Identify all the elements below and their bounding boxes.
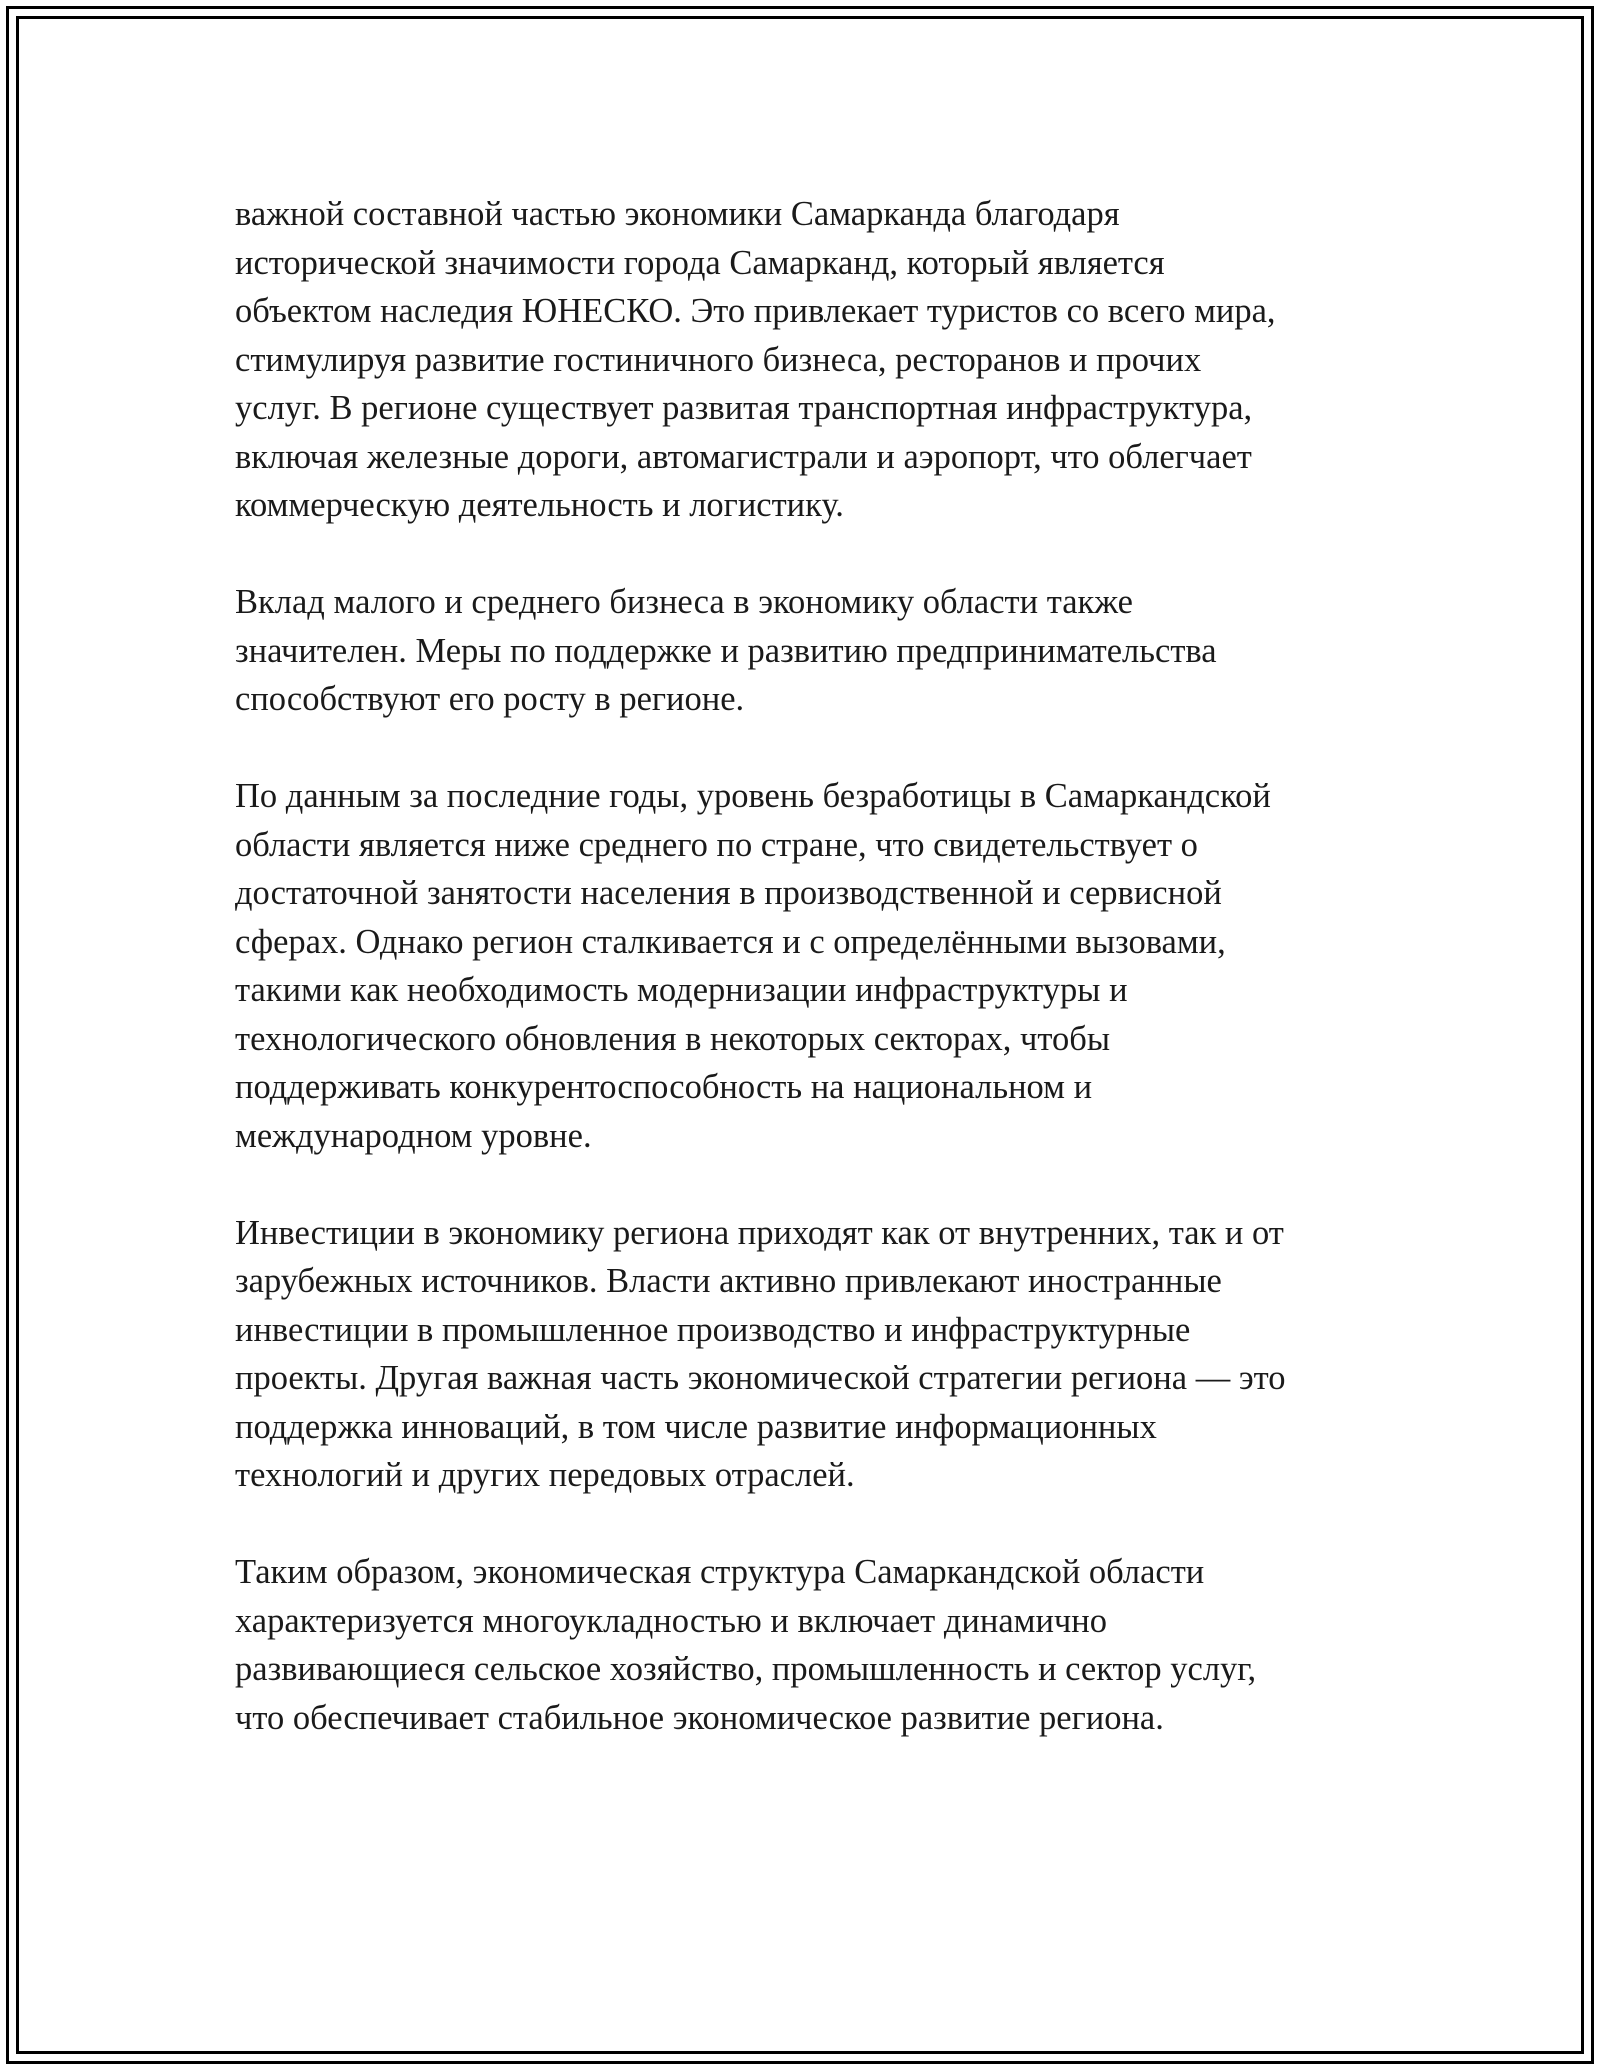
text-line: стимулируя развитие гостиничного бизнеса, ресторанов и прочих xyxy=(235,340,1202,379)
text-line: зарубежных источников. Власти активно привлекают иностранные xyxy=(235,1262,1222,1300)
text-line: инвестиции в промышленное производство и инфраструктурные xyxy=(235,1310,1191,1349)
text-line: способствуют его росту в регионе. xyxy=(235,680,745,718)
paragraph xyxy=(235,1548,1385,1742)
paragraph xyxy=(235,772,1385,1160)
text-line: исторической значимости города Самарканд, который является xyxy=(235,243,1165,282)
text-line: технологий и других передовых отраслей. xyxy=(235,1456,855,1494)
text-line: Инвестиции в экономику региона приходят как от внутренних, так и от xyxy=(235,1213,1284,1252)
text-line: услуг. В регионе существует развитая транспортная инфраструктура, xyxy=(235,389,1253,427)
text-line: Вклад малого и среднего бизнеса в экономику области также xyxy=(235,583,1133,621)
text-line: сферах. Однако регион сталкивается и с определёнными вызовами, xyxy=(235,922,1226,961)
text-line: поддерживать конкурентоспособность на национальном и xyxy=(235,1068,1093,1106)
paragraph xyxy=(235,190,1385,530)
text-line: объектом наследия ЮНЕСКО. Это привлекает туристов со всего мира, xyxy=(235,292,1276,330)
text-line: Таким образом, экономическая структура Самаркандской области xyxy=(235,1553,1205,1591)
text-line: поддержка инноваций, в том числе развитие информационных xyxy=(235,1407,1157,1446)
text-line: международном уровне. xyxy=(235,1116,592,1155)
text-line: достаточной занятости населения в производственной и сервисной xyxy=(235,874,1222,912)
text-line: технологического обновления в некоторых секторах, чтобы xyxy=(235,1019,1110,1058)
text-line: коммерческую деятельность и логистику. xyxy=(235,486,844,524)
text-line: проекты. Другая важная часть экономической стратегии региона — это xyxy=(235,1359,1286,1397)
text-line: развивающиеся сельское хозяйство, промышленность и сектор услуг, xyxy=(235,1650,1257,1688)
text-line: характеризуется многоукладностью и включает динамично xyxy=(235,1601,1108,1640)
document-body xyxy=(235,190,1385,1791)
text-line: такими как необходимость модернизации инфраструктуры и xyxy=(235,971,1128,1009)
text-line: важной составной частью экономики Самарканда благодаря xyxy=(235,195,1120,233)
text-line: значителен. Меры по поддержке и развитию предпринимательства xyxy=(235,631,1217,670)
paragraph xyxy=(235,578,1385,724)
paragraph xyxy=(235,1209,1385,1500)
text-line: По данным за последние годы, уровень безработицы в Самаркандской xyxy=(235,777,1271,815)
text-line: включая железные дороги, автомагистрали и аэропорт, что облегчает xyxy=(235,437,1252,476)
text-line: что обеспечивает стабильное экономическое развитие региона. xyxy=(235,1698,1164,1737)
text-line: области является ниже среднего по стране, что свидетельствует о xyxy=(235,825,1198,864)
